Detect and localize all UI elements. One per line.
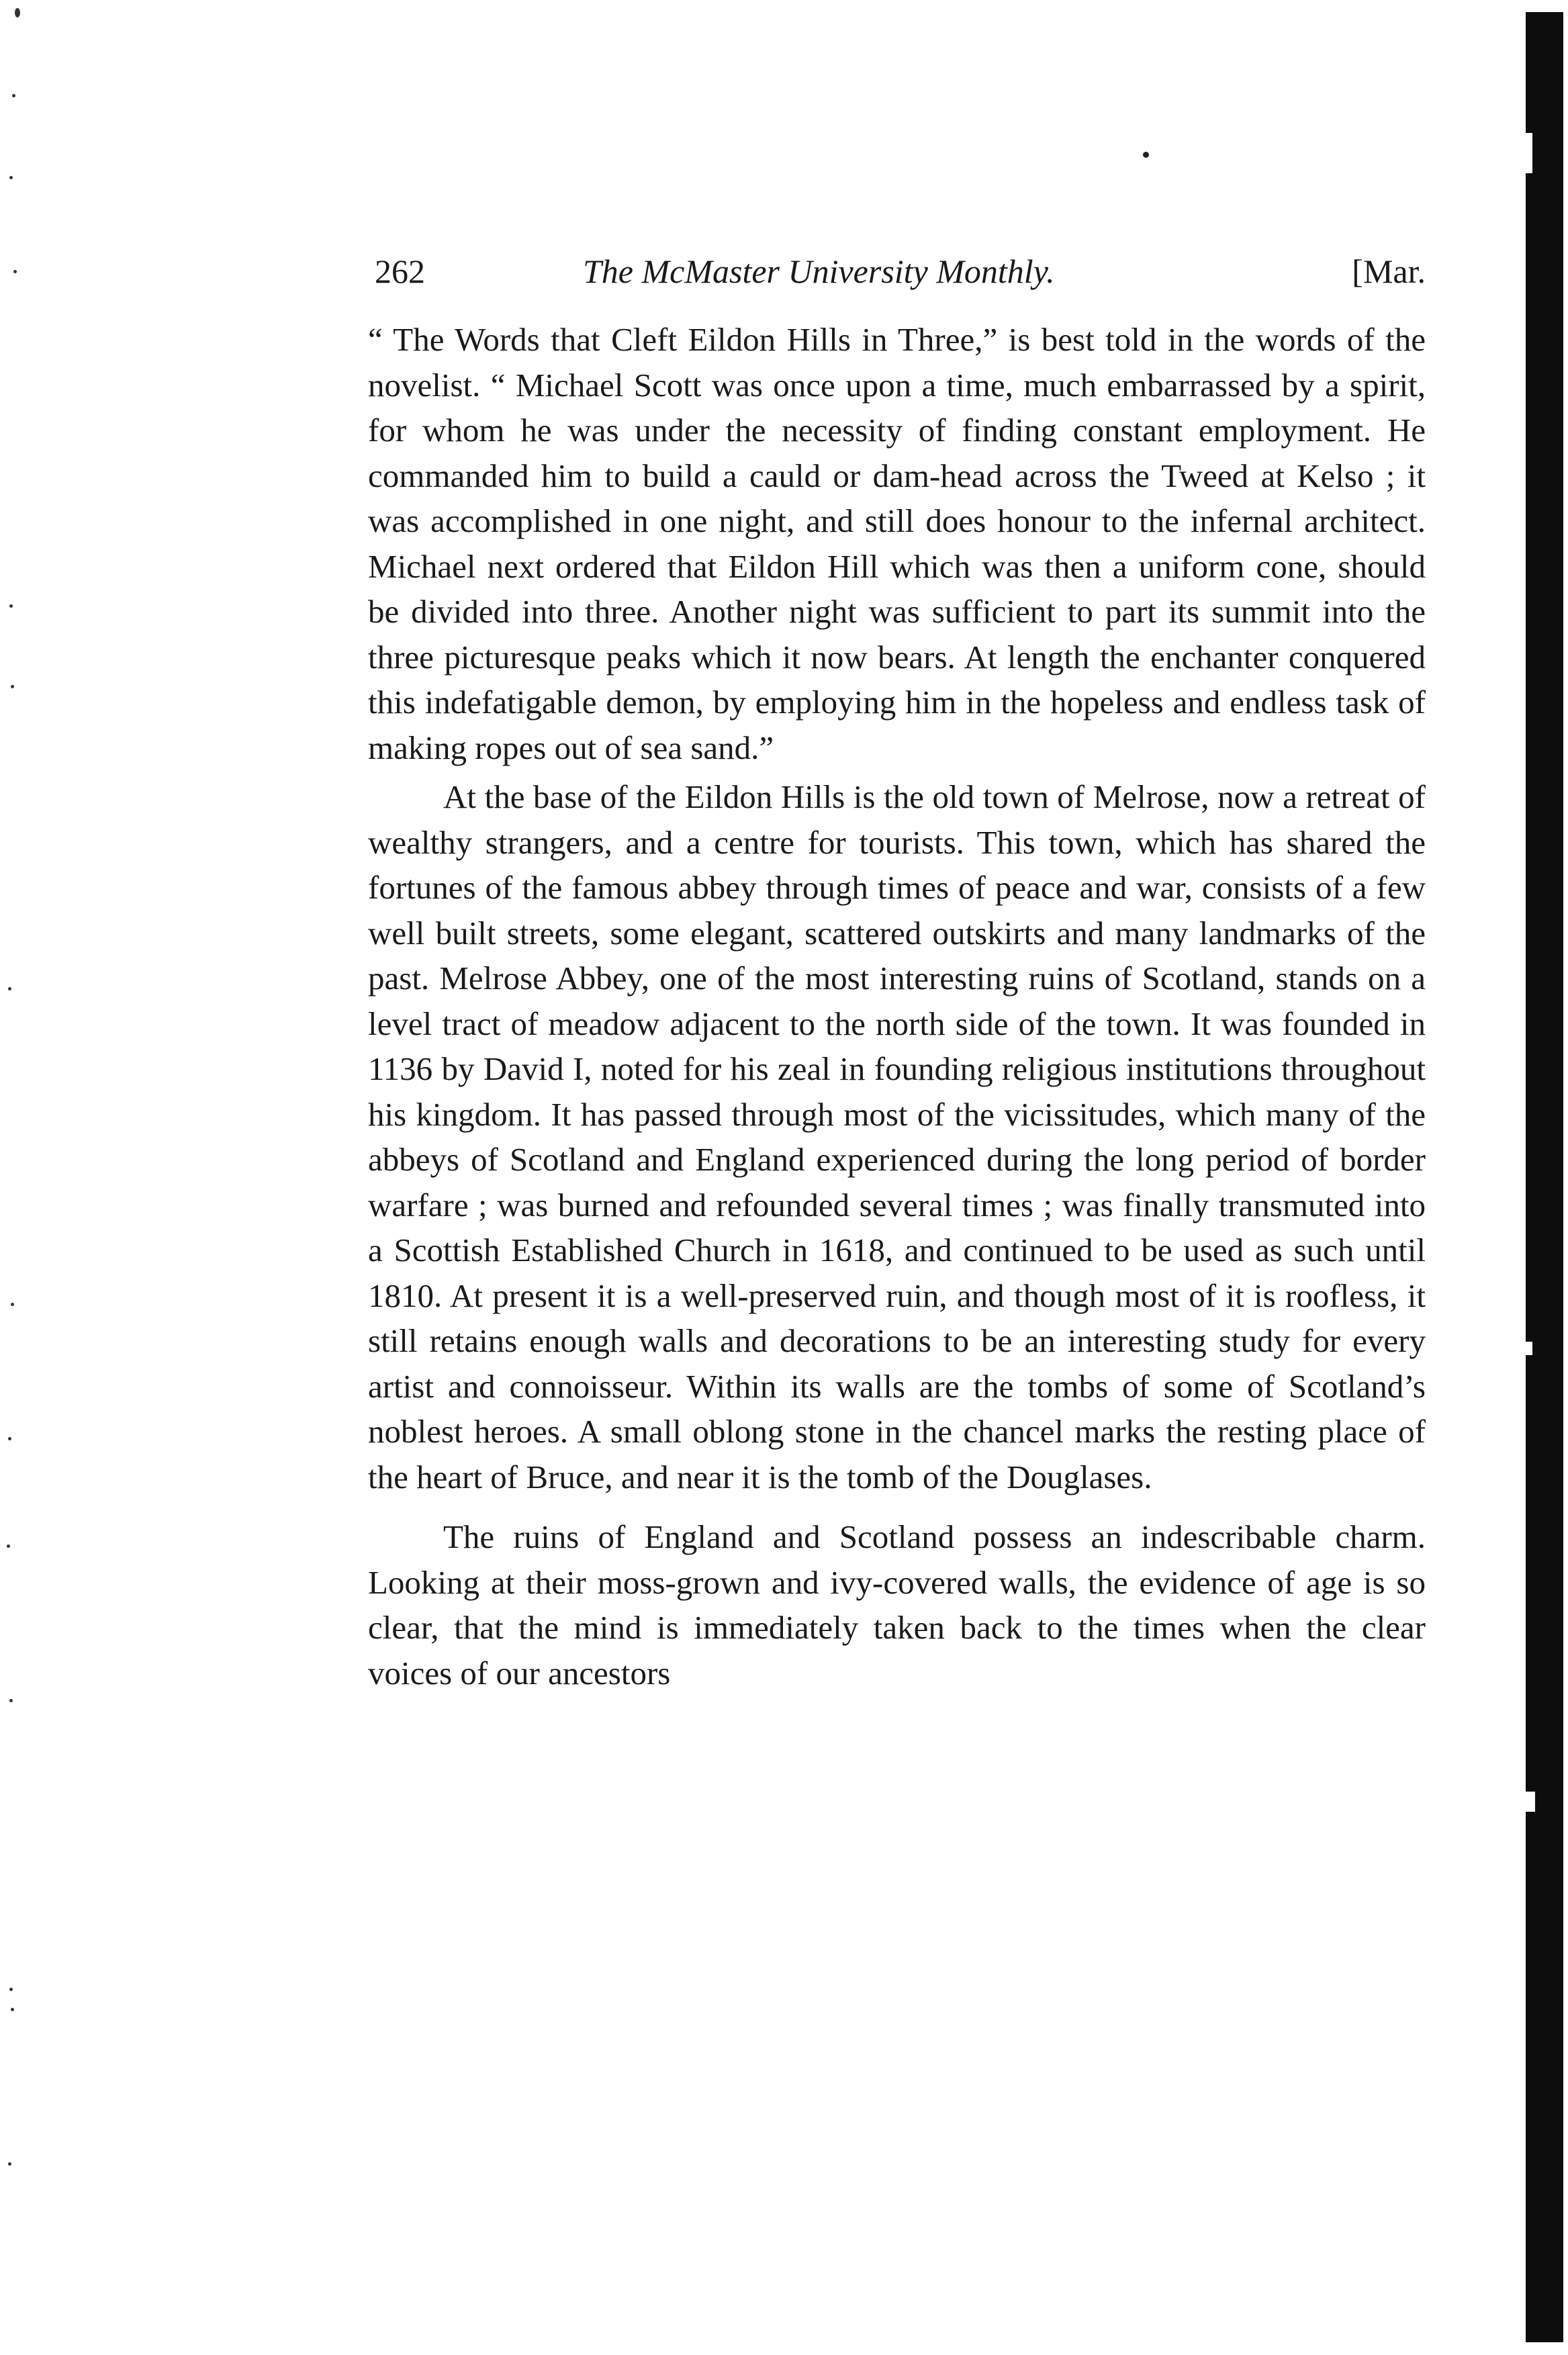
margin-speck xyxy=(9,1699,13,1702)
margin-speck xyxy=(7,1544,10,1548)
margin-speck xyxy=(8,2162,11,2166)
page-margin-specks xyxy=(0,0,67,2355)
margin-speck xyxy=(9,604,13,608)
margin-speck xyxy=(13,270,17,273)
page-number: 262 xyxy=(375,252,425,290)
ink-speck xyxy=(1143,152,1149,158)
margin-speck xyxy=(9,1988,13,1991)
paragraph: “ The Words that Cleft Eildon Hills in Three,” is best told in the words of the novelist. “ Michael Scott was once upon a time, much embarrassed by a spirit, for whom he was under the necessity of finding constant employment. He commanded him to build a cauld or dam-head across the Tweed at Kelso ; it was accomplished in one night, and still does honour to the infernal architect. Michael next ordered that Eildon Hill which was then a uniform cone, should be divided into three. Another night was sufficient to part its summit into the three picturesque peaks which it now bears. At length the enchanter conquered this indefatigable demon, by employing him in the hopeless and endless task of making ropes out of sea sand.” xyxy=(368,321,1426,766)
margin-speck xyxy=(11,1303,14,1306)
edge-notch xyxy=(1526,133,1532,173)
edge-notch xyxy=(1526,1342,1532,1355)
margin-speck xyxy=(8,1437,11,1440)
issue-month: [Mar. xyxy=(1352,252,1426,290)
running-title: The McMaster University Monthly. xyxy=(583,252,1055,290)
body-text xyxy=(368,317,1426,1696)
margin-speck xyxy=(9,176,13,179)
margin-speck xyxy=(11,2008,14,2011)
edge-notch xyxy=(1526,1792,1535,1812)
margin-speck xyxy=(11,685,14,688)
page-header xyxy=(375,247,1426,295)
margin-speck xyxy=(8,987,11,990)
margin-speck xyxy=(12,94,15,97)
page-right-edge-shadow xyxy=(1526,12,1563,2342)
paragraph: At the base of the Eildon Hills is the old town of Melrose, now a retreat of wealthy strangers, and a centre for tourists. This town, which has shared the fortunes of the famous abbey through times of peace and war, consists of a few well built streets, some elegant, scattered outskirts and many landmarks of the past. Melrose Abbey, one of the most interesting ruins of Scotland, stands on a level tract of meadow adjacent to the north side of the town. It was founded in 1136 by David I, noted for his zeal in founding religious institutions throughout his kingdom. It has passed through most of the vicissitudes, which many of the abbeys of Scotland and England experienced during the long period of border warfare ; was burned and refounded several times ; was finally transmuted into a Scottish Established Church in 1618, and continued to be used as such until 1810. At present it is a well-preserved ruin, and though most of it is roofless, it still retains enough walls and decorations to be an interesting study for every artist and connoisseur. Within its walls are the tombs of some of Scotland’s noblest heroes. A small oblong stone in the chancel marks the resting place of the heart of Bruce, and near it is the tomb of the Douglases. xyxy=(368,778,1426,1495)
margin-speck xyxy=(15,8,20,17)
paragraph: The ruins of England and Scotland possess an indescribable charm. Looking at their moss-grown and ivy-covered walls, the evidence of age is so clear, that the mind is immediately taken back to the times when the clear voices of our ancestors xyxy=(368,1518,1426,1692)
